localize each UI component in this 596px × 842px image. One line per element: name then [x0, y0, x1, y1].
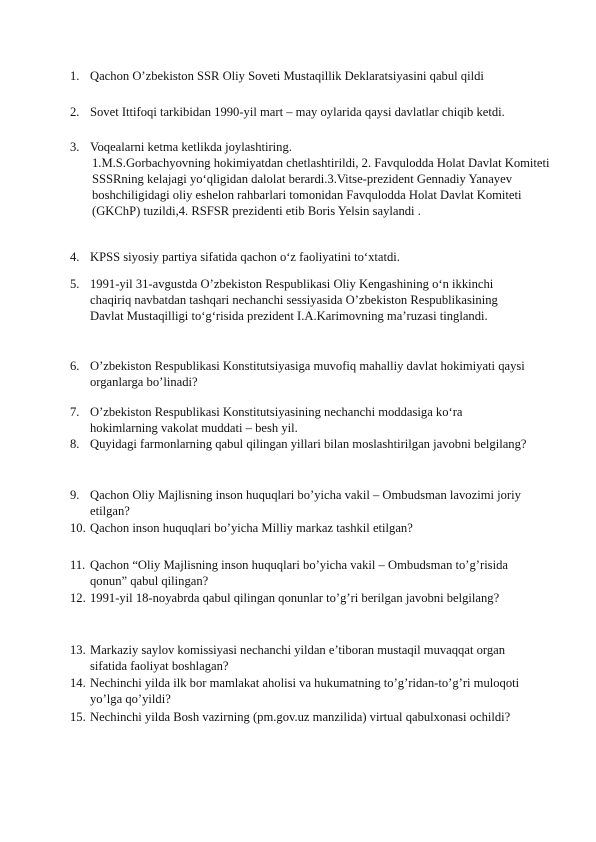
question-text: 1991-yil 18-noyabrda qabul qilingan qonunlar to’g’ri berilgan javobni belgilang?: [90, 591, 500, 605]
question-8: [70, 436, 530, 452]
question-7: [70, 404, 530, 436]
question-number: 15.: [70, 710, 86, 724]
question-number: 13.: [70, 643, 86, 657]
question-13: [70, 642, 530, 674]
question-text: Nechinchi yilda ilk bor mamlakat aholisi va hukumatning to’g’ridan-to’g’ri muloqoti yo’lga qo’yildi?: [90, 676, 520, 706]
question-number: 8.: [70, 437, 80, 451]
question-text: Qachon O’zbekiston SSR Oliy Soveti Mustaqillik Deklaratsiyasini qabul qildi: [90, 69, 484, 83]
question-number: 3.: [70, 140, 80, 154]
question-text: Qachon Oliy Majlisning inson huquqlari bo’yicha vakil – Ombudsman lavozimi joriy etilgan?: [90, 488, 521, 518]
question-text: KPSS siyosiy partiya sifatida qachon o‘z faoliyatini to‘xtatdi.: [90, 250, 400, 264]
question-12: [70, 590, 530, 606]
question-number: 9.: [70, 488, 80, 502]
question-number: 5.: [70, 277, 80, 291]
question-1: [70, 68, 530, 84]
question-14: [70, 675, 530, 707]
question-number: 1.: [70, 69, 80, 83]
question-number: 12.: [70, 591, 86, 605]
question-text: Qachon inson huquqlari bo’yicha Milliy markaz tashkil etilgan?: [90, 521, 413, 535]
question-text: Quyidagi farmonlarning qabul qilingan yillari bilan moslashtirilgan javobni belgilang?: [90, 437, 527, 451]
question-number: 14.: [70, 676, 86, 690]
question-9: [70, 487, 530, 519]
question-3: [70, 139, 530, 155]
sequence-paragraph: [70, 155, 552, 219]
question-11: [70, 557, 530, 589]
question-number: 11.: [70, 558, 86, 572]
question-text: 1991-yil 31-avgustda O’zbekiston Respublikasi Oliy Kengashining o‘n ikkinchi chaqiriq navbatdan tashqari nechanchi sessiyasida O’zbekiston Respublikasining Davlat Mustaqilligi to‘g‘risida prezident I.A.Karimovning ma’ruzasi tinglandi.: [90, 277, 498, 323]
question-4: [70, 249, 530, 265]
question-text: Nechinchi yilda Bosh vazirning (pm.gov.uz manzilida) virtual qabulxonasi ochildi?: [90, 710, 511, 724]
question-text: Voqealarni ketma ketlikda joylashtiring.: [90, 140, 292, 154]
question-text: O’zbekiston Respublikasi Konstitutsiyasining nechanchi moddasiga ko‘ra hokimlarning vakolat muddati – besh yil.: [90, 405, 463, 435]
question-5: [70, 276, 530, 324]
question-number: 10.: [70, 521, 86, 535]
question-6: [70, 358, 530, 390]
question-number: 7.: [70, 405, 80, 419]
question-text: O’zbekiston Respublikasi Konstitutsiyasiga muvofiq mahalliy davlat hokimiyati qaysi organlarga bo’linadi?: [90, 359, 525, 389]
question-number: 2.: [70, 105, 80, 119]
question-2: [70, 104, 530, 120]
question-number: 6.: [70, 359, 80, 373]
question-text: Markaziy saylov komissiyasi nechanchi yildan e’tiboran mustaqil muvaqqat organ sifatida faoliyat boshlagan?: [90, 643, 506, 673]
question-10: [70, 520, 530, 536]
sequence-text: 1.M.S.Gorbachyovning hokimiyatdan chetlashtirildi, 2. Favqulodda Holat Davlat Komiteti SSSRning kelajagi yo‘qligidan dalolat berardi.3.Vitse-prezident Gennadiy Yanayev boshchiligidagi oliy eshelon rahbarlari tomonidan Favqulodda Holat Davlat Komiteti (GKChP) tuzildi,4. RSFSR prezidenti etib Boris Yelsin saylandi .: [92, 156, 550, 218]
question-text: Sovet Ittifoqi tarkibidan 1990-yil mart – may oylarida qaysi davlatlar chiqib ketdi.: [90, 105, 505, 119]
question-text: Qachon “Oliy Majlisning inson huquqlari bo’yicha vakil – Ombudsman to’g’risida qonun” qabul qilingan?: [90, 558, 508, 588]
question-number: 4.: [70, 250, 80, 264]
question-15: [70, 709, 530, 725]
